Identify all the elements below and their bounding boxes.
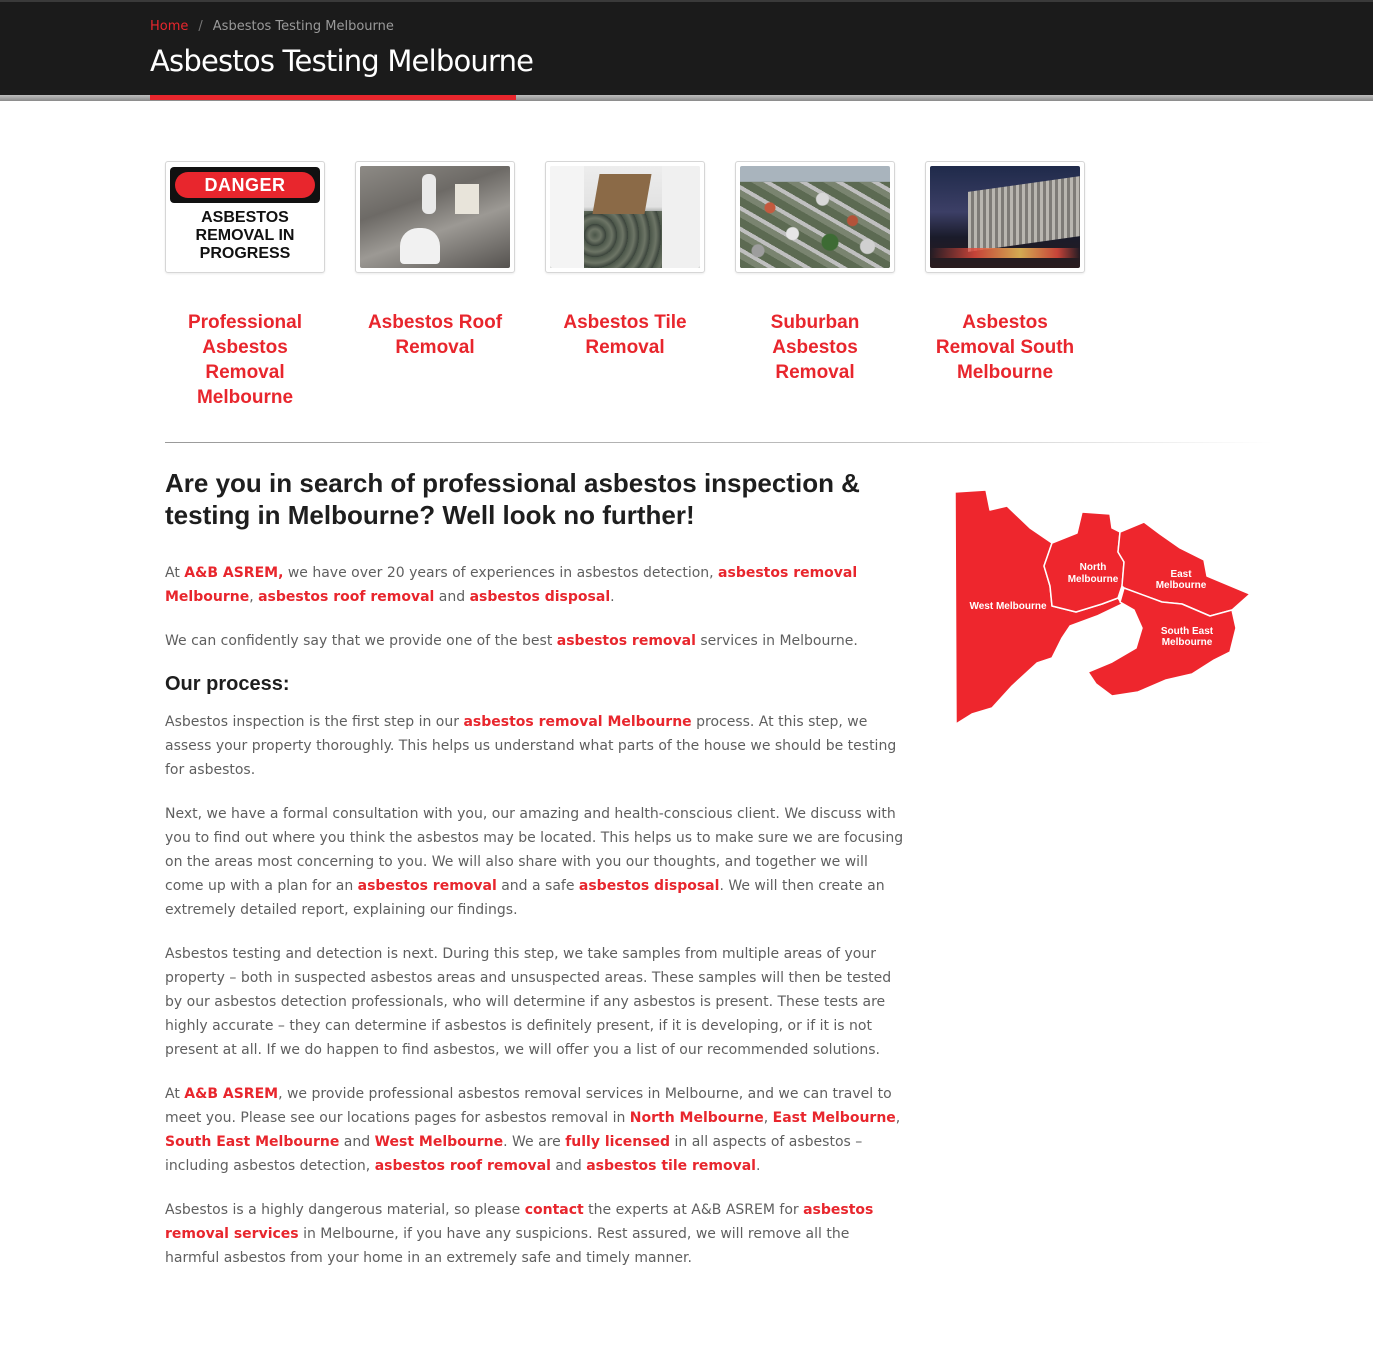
asbestos-removal-link[interactable]: asbestos removal <box>357 878 497 894</box>
text: At <box>165 565 185 581</box>
service-card-south-melbourne[interactable] <box>925 161 1085 385</box>
process-paragraph-3 <box>165 942 905 1062</box>
service-card-suburban-removal[interactable] <box>735 161 895 385</box>
fully-licensed-link[interactable]: fully licensed <box>565 1134 671 1150</box>
main-heading: Are you in search of professional asbestos inspection & testing in Melbourne? Well look no further! <box>165 468 860 530</box>
danger-sign-image <box>170 166 320 268</box>
text: , <box>895 1110 901 1126</box>
map-label-south-east-2: Melbourne <box>1161 637 1213 648</box>
text: Asbestos inspection is the first step in our <box>165 714 464 730</box>
text: . <box>610 589 615 605</box>
service-card-tile-removal[interactable] <box>545 161 705 360</box>
section-divider <box>165 442 1273 443</box>
danger-badge <box>170 167 320 203</box>
page-header <box>0 0 1373 100</box>
service-title-link[interactable]: Asbestos Roof Removal <box>367 312 503 358</box>
text: , <box>249 589 259 605</box>
service-card-roof-removal[interactable] <box>355 161 515 360</box>
main-content <box>165 467 905 1290</box>
floor-tiles-image <box>550 166 700 268</box>
asbestos-roof-removal-link[interactable]: asbestos roof removal <box>374 1158 551 1174</box>
service-title-link[interactable]: Professional Asbestos Removal Melbourne <box>187 312 303 408</box>
text: process. At this step, we assess your property thoroughly. This helps us understand what parts of the house we should be testing for asbestos. <box>165 714 897 778</box>
breadcrumb-separator: / <box>198 19 203 34</box>
text: in Melbourne, if you have any suspicions. Rest assured, we will remove all the harmful asbestos from your home in an extremely safe and timely manner. <box>165 1226 850 1266</box>
text: and <box>339 1134 375 1150</box>
south-east-melbourne-link[interactable]: South East Melbourne <box>165 1134 340 1150</box>
asbestos-removal-link[interactable]: asbestos removal <box>556 633 696 649</box>
process-paragraph-2 <box>165 802 905 922</box>
map-label-north-2: Melbourne <box>1067 574 1119 585</box>
service-thumbnail[interactable] <box>925 161 1085 273</box>
text: in all aspects of asbestos – including asbestos detection, <box>165 1134 863 1174</box>
text: Asbestos testing and detection is next. During this step, we take samples from multiple areas of your property – both in suspected asbestos areas and unsuspected areas. These samples will then be tested by our asbestos detection professionals, who will determine if any asbestos is present. These tests are highly accurate – they can determine if asbestos is definitely present, if it is developing, or if it is not present at all. If we do happen to find asbestos, we will offer you a list of our recommended solutions. <box>165 946 892 1058</box>
service-thumbnail[interactable] <box>165 161 325 273</box>
service-thumbnail[interactable] <box>545 161 705 273</box>
service-title-link[interactable]: Suburban Asbestos Removal <box>770 312 860 383</box>
text: Asbestos is a highly dangerous material, so please <box>165 1202 525 1218</box>
east-melbourne-link[interactable]: East Melbourne <box>772 1110 896 1126</box>
suburb-aerial-image <box>740 166 890 268</box>
danger-sign-text: ASBESTOS REMOVAL IN PROGRESS <box>195 209 295 262</box>
text: the experts at A&B ASREM for <box>583 1202 804 1218</box>
text: . We will then create an extremely detailed report, explaining our findings. <box>165 878 885 918</box>
process-paragraph-5 <box>165 1198 905 1270</box>
service-thumbnail[interactable] <box>355 161 515 273</box>
company-link[interactable]: A&B ASREM, <box>184 565 284 581</box>
asbestos-removal-melbourne-link[interactable]: asbestos removal Melbourne <box>165 565 858 605</box>
text: We can confidently say that we provide one of the best <box>165 633 557 649</box>
worker-in-protective-suit-image <box>360 166 510 268</box>
asbestos-roof-removal-link[interactable]: asbestos roof removal <box>258 589 435 605</box>
melbourne-regions-map <box>952 488 1252 728</box>
breadcrumb-home-link[interactable]: Home <box>150 19 189 34</box>
asbestos-tile-removal-link[interactable]: asbestos tile removal <box>586 1158 756 1174</box>
asbestos-removal-services-link[interactable]: asbestos removal services <box>165 1202 874 1242</box>
north-melbourne-link[interactable]: North Melbourne <box>629 1110 764 1126</box>
service-card-professional-removal[interactable] <box>165 161 325 410</box>
page-title: Asbestos Testing Melbourne <box>150 44 534 78</box>
text: services in Melbourne. <box>695 633 858 649</box>
map-label-east-1: East <box>1170 569 1192 580</box>
process-paragraph-1 <box>165 710 905 782</box>
asbestos-disposal-link[interactable]: asbestos disposal <box>578 878 720 894</box>
text: . <box>755 1158 761 1174</box>
west-melbourne-link[interactable]: West Melbourne <box>374 1134 504 1150</box>
building-night-image <box>930 166 1080 268</box>
text: , <box>763 1110 773 1126</box>
contact-link[interactable]: contact <box>524 1202 584 1218</box>
breadcrumb-current: Asbestos Testing Melbourne <box>212 19 394 34</box>
asbestos-removal-melbourne-link[interactable]: asbestos removal Melbourne <box>463 714 692 730</box>
map-label-south-east-1: South East <box>1160 626 1214 637</box>
text: At <box>165 1086 185 1102</box>
process-paragraph-4 <box>165 1082 905 1178</box>
service-title-link[interactable]: Asbestos Tile Removal <box>563 312 687 358</box>
map-label-west: West Melbourne <box>969 601 1047 612</box>
breadcrumb <box>150 19 394 34</box>
text: , we provide professional asbestos removal services in Melbourne, and we can travel to meet you. Please see our locations pages for asbestos removal in <box>165 1086 892 1126</box>
title-accent-underline <box>150 95 516 100</box>
process-heading: Our process: <box>165 673 290 695</box>
intro-paragraph-1 <box>165 561 905 609</box>
intro-paragraph-2 <box>165 629 905 653</box>
text: Next, we have a formal consultation with you, our amazing and health-conscious client. We discuss with you to find out where you think the asbestos may be located. This helps us to make sure we are focusing on the areas most concerning to you. We will also share with you our thoughts, and together we will come up with a plan for an <box>165 806 904 894</box>
map-label-east-2: Melbourne <box>1155 580 1207 591</box>
company-link[interactable]: A&B ASREM <box>184 1086 279 1102</box>
text: and a safe <box>496 878 579 894</box>
text: and <box>550 1158 587 1174</box>
text: . We are <box>503 1134 566 1150</box>
danger-word: DANGER <box>175 172 315 198</box>
text: we have over 20 years of experiences in asbestos detection, <box>283 565 719 581</box>
map-label-north-1: North <box>1079 562 1107 573</box>
asbestos-disposal-link[interactable]: asbestos disposal <box>469 589 611 605</box>
text: and <box>434 589 470 605</box>
service-title-link[interactable]: Asbestos Removal South Melbourne <box>935 312 1075 383</box>
service-thumbnail[interactable] <box>735 161 895 273</box>
